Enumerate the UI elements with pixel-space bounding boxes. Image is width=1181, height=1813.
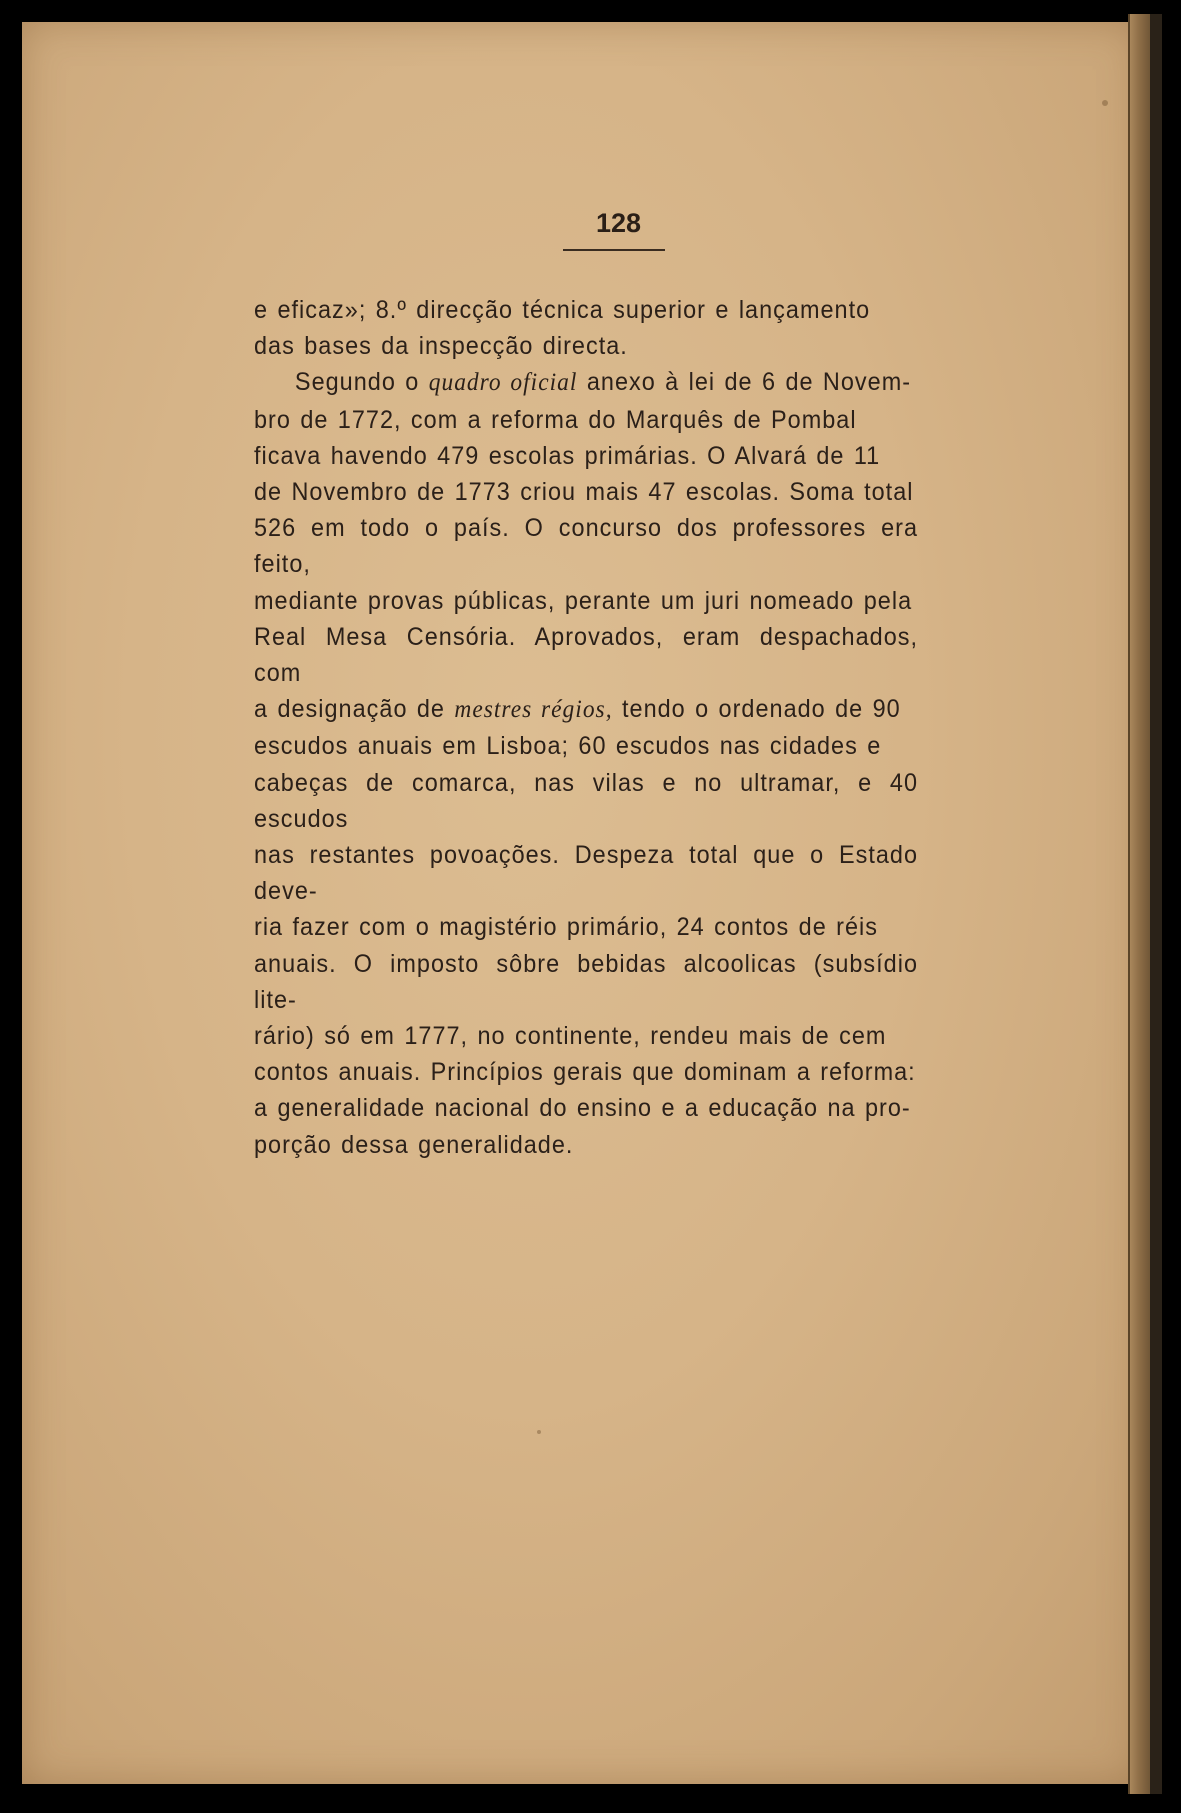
- text-line: 526 em todo o país. O concurso dos professores era feito,: [254, 514, 919, 579]
- paper-stain: [1102, 100, 1108, 106]
- text-line: mediante provas públicas, perante um juri nomeado pela: [254, 586, 913, 615]
- text-line: [254, 691, 918, 728]
- text-segment: a designação de: [254, 695, 445, 724]
- page-number: 128: [595, 208, 642, 238]
- body-text: [254, 292, 918, 1163]
- text-line: Real Mesa Censória. Aprovados, eram despachados, com: [254, 622, 919, 688]
- text-line: nas restantes povoações. Despeza total que o Estado deve-: [254, 841, 919, 906]
- text-line: contos anuais. Princípios gerais que dominam a reforma:: [254, 1058, 916, 1087]
- page-number-rule: [563, 249, 665, 251]
- italic-term: mestres régios,: [454, 696, 613, 724]
- text-line: porção dessa generalidade.: [254, 1130, 574, 1159]
- italic-term: quadro oficial: [428, 369, 578, 397]
- text-line: anuais. O imposto sôbre bebidas alcoolicas (subsídio lite-: [254, 949, 919, 1014]
- text-line: bro de 1772, com a reforma do Marquês de Pombal: [254, 405, 857, 434]
- text-segment: tendo o ordenado de 90: [621, 695, 901, 724]
- text-line: e eficaz»; 8.º direcção técnica superior e lançamento: [254, 296, 871, 324]
- text-segment: Segundo o: [294, 368, 420, 397]
- text-line: das bases da inspecção directa.: [254, 332, 628, 361]
- text-line: ria fazer com o magistério primário, 24 contos de réis: [254, 913, 878, 942]
- paper-stain: [537, 1430, 541, 1434]
- text-segment: anexo à lei de 6 de Novem-: [586, 368, 912, 397]
- text-line: rário) só em 1777, no continente, rendeu mais de cem: [254, 1022, 887, 1051]
- text-line: escudos anuais em Lisboa; 60 escudos nas cidades e: [254, 732, 882, 761]
- text-line: [254, 364, 918, 401]
- text-line: de Novembro de 1773 criou mais 47 escolas. Soma total: [254, 478, 914, 507]
- next-page-edge: [1128, 14, 1152, 1794]
- text-line: a generalidade nacional do ensino e a educação na pro-: [254, 1094, 911, 1123]
- text-line: ficava havendo 479 escolas primárias. O Alvará de 11: [254, 441, 881, 470]
- page-edge-shadow: [1150, 14, 1162, 1794]
- text-line: cabeças de comarca, nas vilas e no ultramar, e 40 escudos: [254, 768, 919, 833]
